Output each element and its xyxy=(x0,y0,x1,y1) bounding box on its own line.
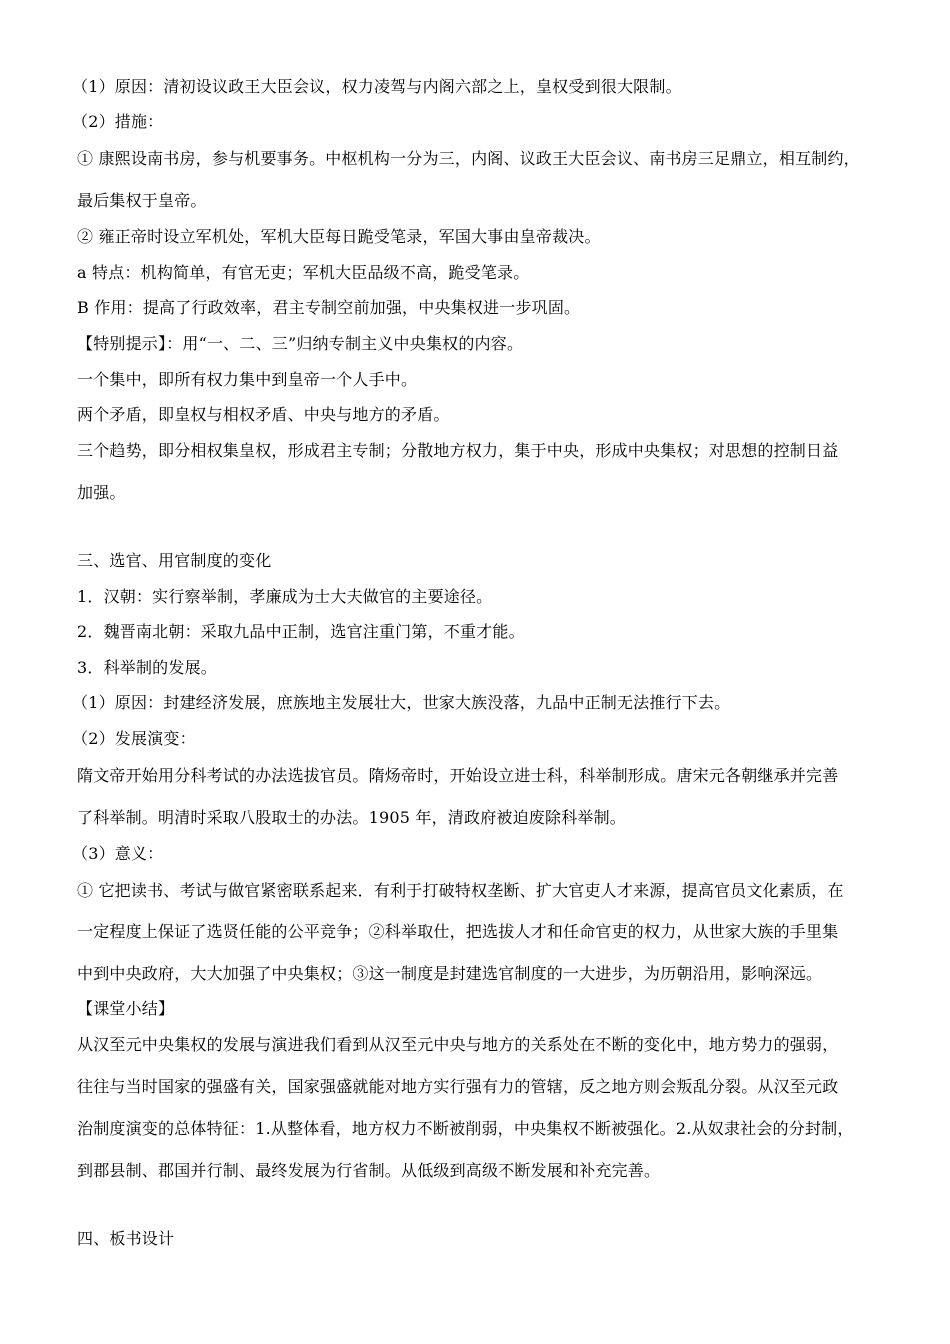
text-line: 从汉至元中央集权的发展与演进我们看到从汉至元中央与地方的关系处在不断的变化中，地方势力的强弱， xyxy=(77,1035,839,1054)
text-line: ① 康熙设南书房，参与机要事务。中枢机构一分为三，内阁、议政王大臣会议、南书房三足鼎立，相互制约， xyxy=(77,149,860,168)
text-line: 三个趋势，即分相权集皇权，形成君主专制；分散地方权力，集于中央，形成中央集权；对思想的控制日益 xyxy=(77,441,839,460)
text-line: 1．汉朝：实行察举制，孝廉成为士大夫做官的主要途径。 xyxy=(77,587,493,606)
text-line: （3）意义： xyxy=(72,844,164,863)
text-line: 到郡县制、郡国并行制、最终发展为行省制。从低级到高级不断发展和补充完善。 xyxy=(77,1161,661,1180)
text-line: 往往与当时国家的强盛有关，国家强盛就能对地方实行强有力的管辖，反之地方则会叛乱分裂。从汉至元政 xyxy=(77,1077,839,1096)
text-line: 两个矛盾，即皇权与相权矛盾、中央与地方的矛盾。 xyxy=(77,405,450,424)
section-note: 【课堂小结】 xyxy=(77,999,175,1018)
section-note: 【特别提示】：用“一、二、三”归纳专制主义中央集权的内容。 xyxy=(77,334,524,353)
section-heading: 四、板书设计 xyxy=(77,1229,175,1248)
text-line: 3．科举制的发展。 xyxy=(77,658,217,677)
text-line: 一个集中，即所有权力集中到皇帝一个人手中。 xyxy=(77,370,418,389)
text-line: 加强。 xyxy=(77,483,126,502)
text-line: 隋文帝开始用分科考试的办法选拔官员。隋炀帝时，开始设立进士科，科举制形成。唐宋元各朝继承并完善 xyxy=(77,766,839,785)
text-line: （1）原因：清初设议政王大臣会议，权力凌驾与内阁六部之上，皇权受到很大限制。 xyxy=(72,77,682,96)
text-line: （2）发展演变： xyxy=(72,729,196,748)
text-line: B 作用：提高了行政效率，君主专制空前加强，中央集权进一步巩固。 xyxy=(77,298,581,317)
text-line: 了科举制。明清时采取八股取士的办法。1905 年，清政府被迫废除科举制。 xyxy=(77,808,627,827)
text-line: a 特点：机构简单，有官无吏；军机大臣品级不高，跪受笔录。 xyxy=(77,263,530,282)
text-line: 最后集权于皇帝。 xyxy=(77,191,207,210)
section-heading: 三、选官、用官制度的变化 xyxy=(77,551,272,570)
text-line: 2．魏晋南北朝：采取九品中正制，选官注重门第，不重才能。 xyxy=(77,622,525,641)
text-line: 治制度演变的总体特征：1.从整体看，地方权力不断被削弱，中央集权不断被强化。2.从奴隶社会的分封制， xyxy=(77,1119,854,1138)
text-line: ② 雍正帝时设立军机处，军机大臣每日跪受笔录，军国大事由皇帝裁决。 xyxy=(77,227,601,246)
text-line: （2）措施： xyxy=(72,112,164,131)
text-line: 中到中央政府，大大加强了中央集权；③这一制度是封建选官制度的一大进步，为历朝沿用，影响深远。 xyxy=(77,964,823,983)
text-line: （1）原因：封建经济发展，庶族地主发展壮大，世家大族没落，九品中正制无法推行下去。 xyxy=(72,693,731,712)
text-line: ① 它把读书、考试与做官紧密联系起来．有利于打破特权垄断、扩大官吏人才来源，提高官员文化素质，在 xyxy=(77,881,844,900)
text-line: 一定程度上保证了选贤任能的公平竞争；②科举取仕，把选拔人才和任命官吏的权力，从世家大族的手里集 xyxy=(77,922,839,941)
